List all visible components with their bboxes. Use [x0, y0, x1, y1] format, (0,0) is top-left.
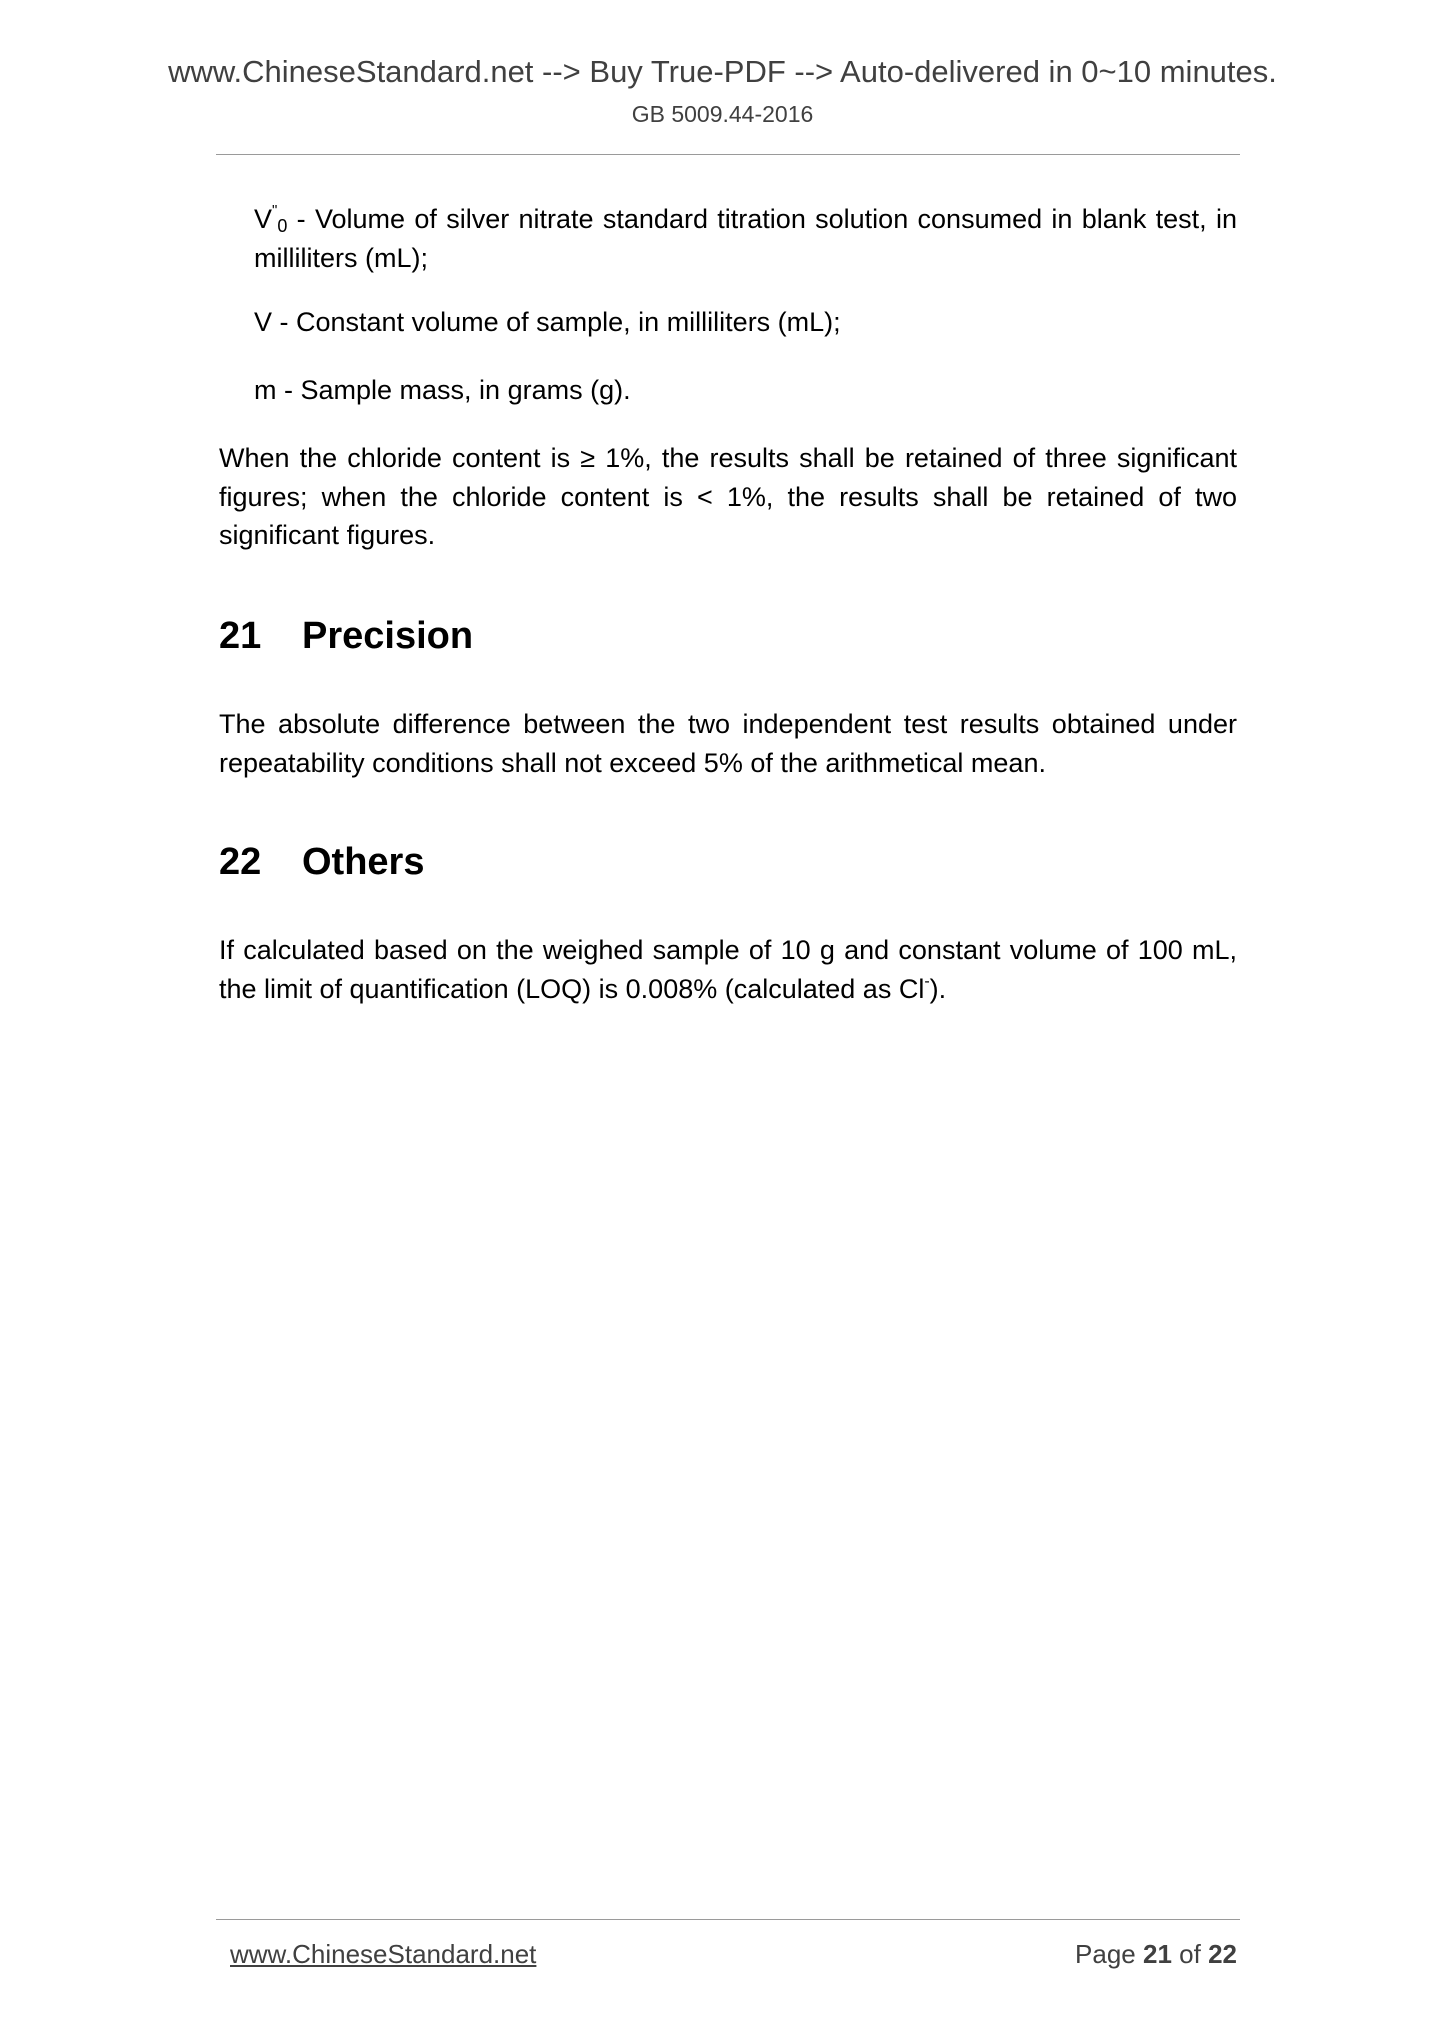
- definition-item-v0: [219, 200, 1237, 277]
- precision-block: [219, 705, 1237, 782]
- page-number: [1075, 1937, 1237, 1971]
- definition-list: [219, 200, 1237, 277]
- page-total: 22: [1208, 1939, 1237, 1969]
- page-label: Page: [1075, 1939, 1136, 1969]
- retention-note: When the chloride content is ≥ 1%, the results shall be retained of three significant figures; when the chloride content is < 1%, the results shall be retained of two significant figures.: [219, 443, 1237, 550]
- header-banner[interactable]: www.ChineseStandard.net --> Buy True-PDF --> Auto-delivered in 0~10 minutes.: [168, 54, 1277, 89]
- section-heading-precision: [219, 614, 473, 658]
- others-body-text: If calculated based on the weighed sample of 10 g and constant volume of 100 mL, the limit of quantification (LOQ) is 0.008% (calculated as Cl: [219, 935, 1237, 1004]
- page-of: of: [1179, 1939, 1201, 1969]
- definition-superscript: ": [272, 202, 278, 219]
- definition-item-m: [219, 371, 1237, 410]
- others-block: [219, 931, 1237, 1008]
- definition-symbol: V: [254, 307, 273, 337]
- section-heading-others: [219, 840, 424, 884]
- definition-block-v: [219, 303, 1237, 342]
- definition-text: - Volume of silver nitrate standard titration solution consumed in blank test, in milliliters (mL);: [254, 204, 1237, 273]
- precision-body: The absolute difference between the two independent test results obtained under repeatability conditions shall not exceed 5% of the arithmetical mean.: [219, 709, 1237, 778]
- retention-block: [219, 439, 1237, 555]
- definition-symbol: V: [254, 204, 273, 234]
- definition-subscript: 0: [277, 216, 288, 236]
- section-title: Precision: [302, 615, 474, 657]
- footer-site-link[interactable]: www.ChineseStandard.net: [230, 1939, 537, 1969]
- others-body: [219, 931, 1237, 1008]
- header-divider: [216, 154, 1240, 155]
- definition-item-v: [219, 303, 1237, 342]
- definition-block-m: [219, 371, 1237, 410]
- section-title: Others: [302, 841, 425, 883]
- chloride-charge: -: [924, 972, 930, 990]
- page-current: 21: [1143, 1939, 1172, 1969]
- definition-symbol: m: [254, 375, 277, 405]
- footer-divider: [216, 1919, 1240, 1920]
- definition-text: - Sample mass, in grams (g).: [276, 375, 631, 405]
- others-body-end: ).: [929, 973, 947, 1004]
- page-header: [0, 52, 1445, 130]
- definition-text: - Constant volume of sample, in milliliters (mL);: [272, 307, 841, 337]
- section-number: 21: [219, 615, 262, 657]
- section-number: 22: [219, 841, 262, 883]
- standard-code: GB 5009.44-2016: [631, 101, 814, 127]
